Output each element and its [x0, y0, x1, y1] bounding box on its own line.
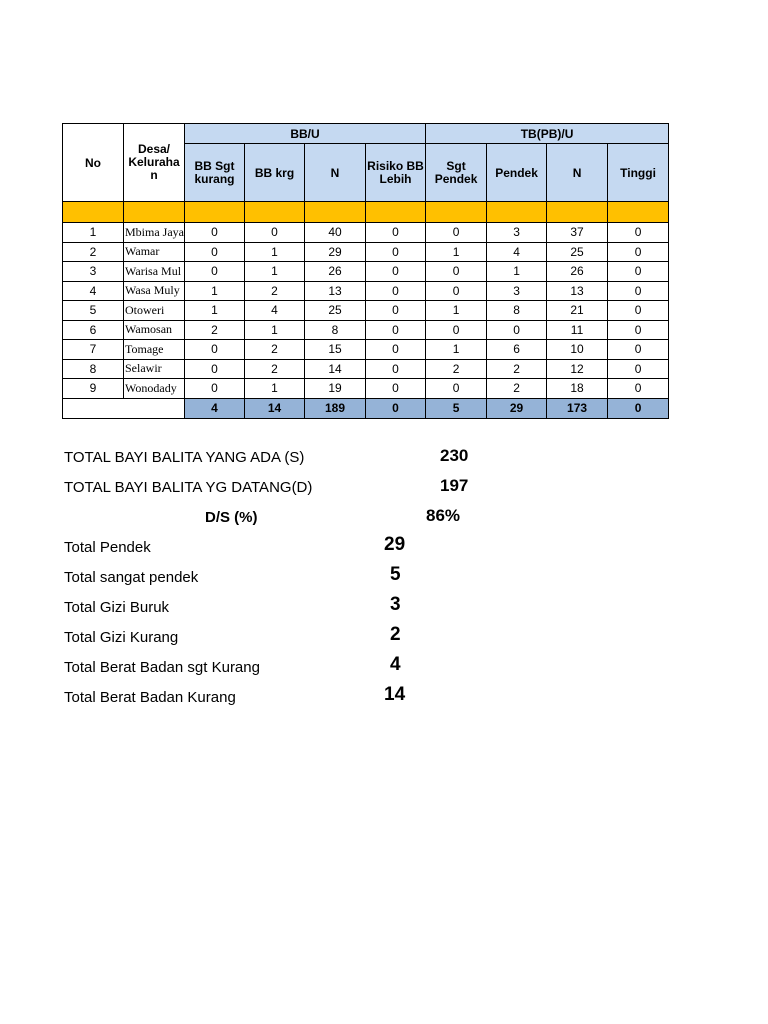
row-desa: Tomage: [124, 340, 185, 360]
summary-sangat-pendek-value: 5: [390, 564, 401, 585]
row-tinggi: 0: [608, 281, 669, 301]
total-d-value: 197: [440, 476, 469, 495]
row-no: 6: [63, 320, 124, 340]
row-n-bbu: 14: [305, 359, 366, 379]
row-tinggi: 0: [608, 301, 669, 321]
summary-gizi-kurang-label: Total Gizi Kurang: [64, 629, 179, 646]
row-bb-krg: 1: [245, 242, 305, 262]
summary-sangat-pendek-label: Total sangat pendek: [64, 569, 199, 586]
total-d-label: TOTAL BAYI BALITA YG DATANG(D): [64, 479, 313, 496]
row-n-bbu: 15: [305, 340, 366, 360]
row-bb-sgt: 2: [185, 320, 245, 340]
row-desa: Wamar: [124, 242, 185, 262]
table-body: [63, 223, 669, 399]
table-row: [63, 379, 669, 399]
table-total-row: [63, 398, 669, 418]
row-n-tbu: 11: [547, 320, 608, 340]
row-n-bbu: 8: [305, 320, 366, 340]
row-tinggi: 0: [608, 379, 669, 399]
row-pendek: 2: [487, 359, 547, 379]
row-desa: Otoweri: [124, 301, 185, 321]
row-sgt-pendek: 0: [426, 281, 487, 301]
row-n-bbu: 13: [305, 281, 366, 301]
table-row: [63, 281, 669, 301]
row-risiko: 0: [366, 379, 426, 399]
row-no: 9: [63, 379, 124, 399]
row-pendek: 6: [487, 340, 547, 360]
row-bb-sgt: 1: [185, 281, 245, 301]
band-cell: [305, 202, 366, 223]
total-n-tbu: 173: [547, 398, 608, 418]
row-n-tbu: 26: [547, 262, 608, 282]
row-desa: Wasa Muly: [124, 281, 185, 301]
row-no: 8: [63, 359, 124, 379]
total-s-value: 230: [440, 446, 469, 465]
summary-bb-kurang-value: 14: [384, 684, 406, 705]
row-risiko: 0: [366, 359, 426, 379]
row-bb-sgt: 0: [185, 262, 245, 282]
row-bb-krg: 1: [245, 379, 305, 399]
header-desa: Desa/ Keluraha n: [124, 124, 185, 202]
row-bb-sgt: 0: [185, 379, 245, 399]
row-risiko: 0: [366, 223, 426, 243]
row-sgt-pendek: 1: [426, 301, 487, 321]
ds-label: D/S (%): [205, 509, 258, 526]
total-bb-sgt: 4: [185, 398, 245, 418]
row-n-bbu: 25: [305, 301, 366, 321]
header-n-tbu: N: [547, 144, 608, 202]
summary-gizi-kurang-value: 2: [390, 624, 401, 645]
row-tinggi: 0: [608, 223, 669, 243]
row-bb-krg: 1: [245, 262, 305, 282]
row-n-tbu: 12: [547, 359, 608, 379]
row-sgt-pendek: 0: [426, 223, 487, 243]
row-tinggi: 0: [608, 242, 669, 262]
row-risiko: 0: [366, 301, 426, 321]
header-risiko-bb-lebih: Risiko BB Lebih: [366, 144, 426, 202]
row-risiko: 0: [366, 281, 426, 301]
summary-gizi-buruk-label: Total Gizi Buruk: [64, 599, 170, 616]
band-cell: [426, 202, 487, 223]
row-no: 2: [63, 242, 124, 262]
row-desa: Wamosan: [124, 320, 185, 340]
total-s-label: TOTAL BAYI BALITA YANG ADA (S): [64, 449, 305, 466]
row-n-tbu: 21: [547, 301, 608, 321]
row-bb-krg: 1: [245, 320, 305, 340]
row-bb-sgt: 0: [185, 340, 245, 360]
table-row: [63, 359, 669, 379]
row-tinggi: 0: [608, 320, 669, 340]
row-pendek: 1: [487, 262, 547, 282]
row-n-bbu: 40: [305, 223, 366, 243]
row-pendek: 3: [487, 223, 547, 243]
row-tinggi: 0: [608, 359, 669, 379]
total-n-bbu: 189: [305, 398, 366, 418]
band-cell: [124, 202, 185, 223]
row-n-bbu: 29: [305, 242, 366, 262]
header-sgt-pendek: Sgt Pendek: [426, 144, 487, 202]
row-no: 7: [63, 340, 124, 360]
row-bb-sgt: 0: [185, 242, 245, 262]
highlight-band-row: [63, 202, 669, 223]
header-pendek: Pendek: [487, 144, 547, 202]
table-row: [63, 301, 669, 321]
table-row: [63, 262, 669, 282]
row-risiko: 0: [366, 320, 426, 340]
band-cell: [547, 202, 608, 223]
row-pendek: 8: [487, 301, 547, 321]
row-sgt-pendek: 1: [426, 242, 487, 262]
summary-bb-sgt-kurang-label: Total Berat Badan sgt Kurang: [64, 659, 260, 676]
row-risiko: 0: [366, 340, 426, 360]
row-tinggi: 0: [608, 262, 669, 282]
table-row: [63, 242, 669, 262]
row-pendek: 0: [487, 320, 547, 340]
total-tinggi: 0: [608, 398, 669, 418]
row-bb-krg: 2: [245, 340, 305, 360]
row-sgt-pendek: 0: [426, 262, 487, 282]
header-bb-sgt-kurang: BB Sgt kurang: [185, 144, 245, 202]
row-no: 5: [63, 301, 124, 321]
row-sgt-pendek: 0: [426, 379, 487, 399]
header-tinggi: Tinggi: [608, 144, 669, 202]
row-pendek: 4: [487, 242, 547, 262]
table-row: [63, 223, 669, 243]
summary-pendek-label: Total Pendek: [64, 539, 151, 556]
summary-pendek-value: 29: [384, 534, 406, 555]
total-bb-krg: 14: [245, 398, 305, 418]
total-sgt-pendek: 5: [426, 398, 487, 418]
row-bb-krg: 2: [245, 281, 305, 301]
header-bbu-group: BB/U: [185, 124, 426, 144]
row-no: 3: [63, 262, 124, 282]
row-pendek: 3: [487, 281, 547, 301]
row-desa: Warisa Mul: [124, 262, 185, 282]
row-risiko: 0: [366, 242, 426, 262]
row-bb-sgt: 1: [185, 301, 245, 321]
header-tbu-group: TB(PB)/U: [426, 124, 669, 144]
row-tinggi: 0: [608, 340, 669, 360]
row-n-tbu: 13: [547, 281, 608, 301]
row-n-bbu: 19: [305, 379, 366, 399]
band-cell: [487, 202, 547, 223]
row-n-tbu: 18: [547, 379, 608, 399]
row-n-tbu: 25: [547, 242, 608, 262]
summary-bb-kurang-label: Total Berat Badan Kurang: [64, 689, 236, 706]
row-sgt-pendek: 2: [426, 359, 487, 379]
row-bb-sgt: 0: [185, 359, 245, 379]
band-cell: [63, 202, 124, 223]
row-bb-krg: 0: [245, 223, 305, 243]
header-no: No: [63, 124, 124, 202]
row-sgt-pendek: 0: [426, 320, 487, 340]
row-desa: Selawir: [124, 359, 185, 379]
row-pendek: 2: [487, 379, 547, 399]
nutrition-status-table: [62, 123, 669, 419]
row-desa: Wonodady: [124, 379, 185, 399]
total-label-cell: [63, 398, 185, 418]
summary-gizi-buruk-value: 3: [390, 594, 401, 615]
ds-value: 86%: [426, 506, 461, 525]
row-no: 4: [63, 281, 124, 301]
row-sgt-pendek: 1: [426, 340, 487, 360]
row-no: 1: [63, 223, 124, 243]
header-n-bbu: N: [305, 144, 366, 202]
row-desa: Mbima Jaya: [124, 223, 185, 243]
row-n-tbu: 10: [547, 340, 608, 360]
table-row: [63, 320, 669, 340]
band-cell: [245, 202, 305, 223]
band-cell: [608, 202, 669, 223]
total-pendek: 29: [487, 398, 547, 418]
row-bb-krg: 4: [245, 301, 305, 321]
row-n-bbu: 26: [305, 262, 366, 282]
row-n-tbu: 37: [547, 223, 608, 243]
band-cell: [366, 202, 426, 223]
header-bb-krg: BB krg: [245, 144, 305, 202]
row-risiko: 0: [366, 262, 426, 282]
band-cell: [185, 202, 245, 223]
table-row: [63, 340, 669, 360]
row-bb-krg: 2: [245, 359, 305, 379]
summary-bb-sgt-kurang-value: 4: [390, 654, 401, 675]
total-risiko: 0: [366, 398, 426, 418]
row-bb-sgt: 0: [185, 223, 245, 243]
